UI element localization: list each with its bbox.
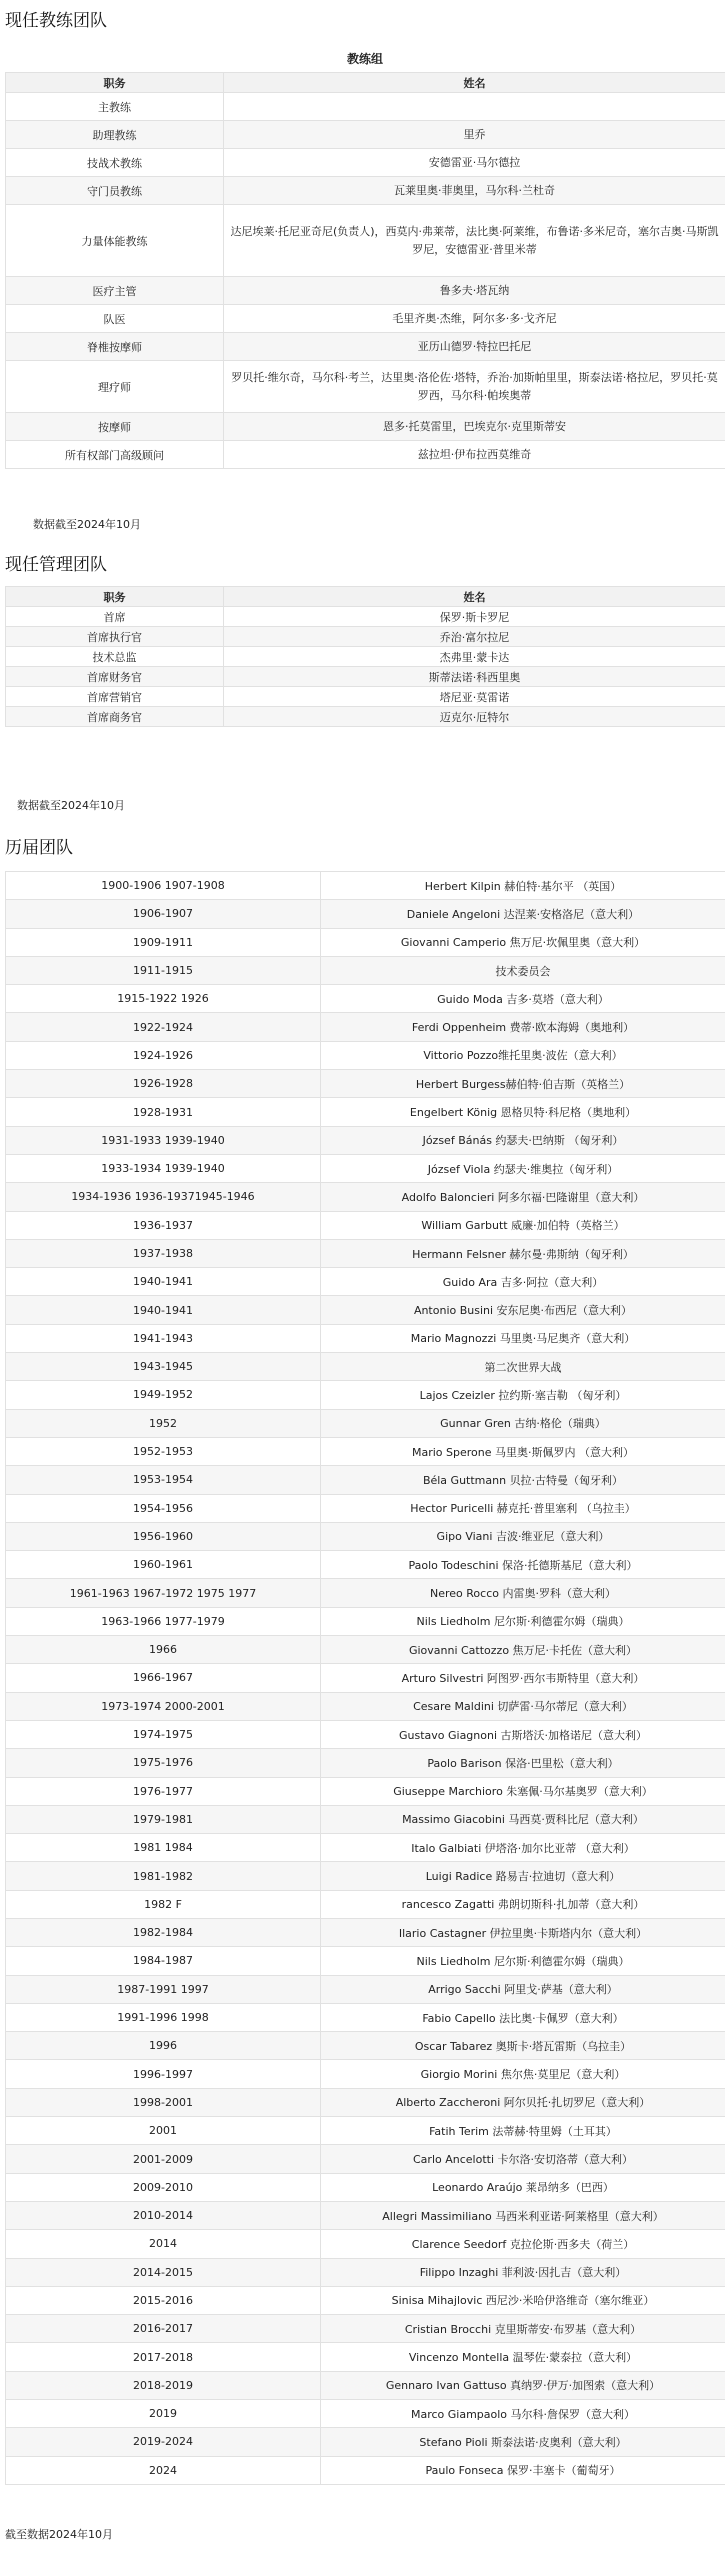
table-row bbox=[6, 2400, 725, 2428]
coach-cell: Arturo Silvestri 阿图罗·西尔韦斯特里（意大利） bbox=[321, 1664, 725, 1692]
table-row bbox=[6, 2371, 725, 2399]
coach-cell: Ferdi Oppenheim 费蒂·欧本海姆（奥地利） bbox=[321, 1013, 725, 1041]
coach-cell: Filippo Inzaghi 菲利波·因扎吉（意大利） bbox=[321, 2258, 725, 2286]
table-row bbox=[6, 1947, 725, 1975]
coach-cell: Luigi Radice 路易吉·拉迪切（意大利） bbox=[321, 1862, 725, 1890]
column-header-name: 姓名 bbox=[224, 73, 725, 93]
name-cell: 毛里齐奥·杰维，阿尔多·多·戈齐尼 bbox=[224, 305, 725, 333]
table-row bbox=[6, 1466, 725, 1494]
table-row bbox=[6, 928, 725, 956]
role-cell: 首席营销官 bbox=[6, 687, 224, 707]
coach-cell: Alberto Zaccheroni 阿尔贝托·扎切罗尼（意大利） bbox=[321, 2088, 725, 2116]
coach-cell: József Viola 约瑟夫·维奥拉（匈牙利） bbox=[321, 1154, 725, 1182]
years-cell: 1991-1996 1998 bbox=[6, 2003, 321, 2031]
table-row bbox=[6, 1494, 725, 1522]
role-cell: 脊椎按摩师 bbox=[6, 333, 224, 361]
table-row bbox=[6, 2230, 725, 2258]
table-row bbox=[6, 1551, 725, 1579]
table-row bbox=[6, 121, 725, 149]
table-row bbox=[6, 2428, 725, 2456]
years-cell: 1922-1924 bbox=[6, 1013, 321, 1041]
years-cell: 1924-1926 bbox=[6, 1041, 321, 1069]
years-cell: 1960-1961 bbox=[6, 1551, 321, 1579]
role-cell: 首席商务官 bbox=[6, 707, 224, 727]
table-row bbox=[6, 1353, 725, 1381]
years-cell: 1928-1931 bbox=[6, 1098, 321, 1126]
years-cell: 1966-1967 bbox=[6, 1664, 321, 1692]
name-cell: 罗贝托·维尔奇，马尔科·考兰，达里奥·洛伦佐·塔特，乔治·加斯帕里里，斯泰法诺·格拉尼，罗贝托·莫罗西，马尔科·帕埃奥蒂 bbox=[224, 361, 725, 413]
years-cell: 1984-1987 bbox=[6, 1947, 321, 1975]
table-row bbox=[6, 1918, 725, 1946]
years-cell: 2019-2024 bbox=[6, 2428, 321, 2456]
years-cell: 2001-2009 bbox=[6, 2145, 321, 2173]
years-cell: 2018-2019 bbox=[6, 2371, 321, 2399]
table-row bbox=[6, 2286, 725, 2314]
name-cell: 达尼埃莱·托尼亚奇尼(负责人)，西莫内·弗莱蒂，法比奥·阿莱维，布鲁诺·多米尼奇，塞尔吉奥·马斯凯罗尼，安德雷亚·普里米蒂 bbox=[224, 205, 725, 277]
years-cell: 1941-1943 bbox=[6, 1324, 321, 1352]
name-cell: 迈克尔·厄特尔 bbox=[224, 707, 725, 727]
table-row bbox=[6, 1720, 725, 1748]
role-cell: 主教练 bbox=[6, 93, 224, 121]
coach-cell: Giovanni Cattozzo 焦万尼·卡托佐（意大利） bbox=[321, 1636, 725, 1664]
coach-cell: Mario Magnozzi 马里奥·马尼奥齐（意大利） bbox=[321, 1324, 725, 1352]
role-cell: 首席 bbox=[6, 607, 224, 627]
years-cell: 2016-2017 bbox=[6, 2315, 321, 2343]
years-cell: 2019 bbox=[6, 2400, 321, 2428]
coach-cell: Ilario Castagner 伊拉里奥·卡斯塔内尔（意大利） bbox=[321, 1918, 725, 1946]
coach-cell: Nils Liedholm 尼尔斯·利德霍尔姆（瑞典） bbox=[321, 1947, 725, 1975]
table-row bbox=[6, 441, 725, 469]
role-cell: 助理教练 bbox=[6, 121, 224, 149]
table-row bbox=[6, 1749, 725, 1777]
table-row bbox=[6, 1098, 725, 1126]
coach-cell: Paolo Todeschini 保洛·托德斯基尼（意大利） bbox=[321, 1551, 725, 1579]
column-header-name: 姓名 bbox=[224, 587, 725, 607]
years-cell: 2014 bbox=[6, 2230, 321, 2258]
years-cell: 1926-1928 bbox=[6, 1070, 321, 1098]
name-cell: 亚历山德罗·特拉巴托尼 bbox=[224, 333, 725, 361]
table-row bbox=[6, 2456, 725, 2484]
table-row bbox=[6, 687, 725, 707]
coach-cell: Giovanni Camperio 焦万尼·坎佩里奥（意大利） bbox=[321, 928, 725, 956]
table-row bbox=[6, 1636, 725, 1664]
years-cell: 1915-1922 1926 bbox=[6, 985, 321, 1013]
role-cell: 理疗师 bbox=[6, 361, 224, 413]
years-cell: 1911-1915 bbox=[6, 956, 321, 984]
table-row bbox=[6, 2145, 725, 2173]
table-row bbox=[6, 1041, 725, 1069]
coach-cell: Mario Sperone 马里奥·斯佩罗内 （意大利） bbox=[321, 1437, 725, 1465]
name-cell: 杰弗里·蒙卡达 bbox=[224, 647, 725, 667]
table-row bbox=[6, 1579, 725, 1607]
coach-cell: Herbert Kilpin 赫伯特·基尔平 （英国） bbox=[321, 872, 725, 900]
table-row bbox=[6, 1409, 725, 1437]
role-cell: 所有权部门高级顾问 bbox=[6, 441, 224, 469]
table-row bbox=[6, 1834, 725, 1862]
years-cell: 1998-2001 bbox=[6, 2088, 321, 2116]
table-row bbox=[6, 1324, 725, 1352]
name-cell: 里乔 bbox=[224, 121, 725, 149]
role-cell: 医疗主管 bbox=[6, 277, 224, 305]
coach-cell: Clarence Seedorf 克拉伦斯·西多夫（荷兰） bbox=[321, 2230, 725, 2258]
coach-cell: Hermann Felsner 赫尔曼·弗斯纳（匈牙利） bbox=[321, 1239, 725, 1267]
coaching-data-note: 数据截至2024年10月 bbox=[33, 518, 141, 531]
table-row bbox=[6, 1777, 725, 1805]
coaching-staff-table bbox=[5, 72, 725, 469]
table-row bbox=[6, 627, 725, 647]
coach-cell: Gunnar Gren 古纳·格伦（瑞典） bbox=[321, 1409, 725, 1437]
table-row bbox=[6, 667, 725, 687]
years-cell: 2014-2015 bbox=[6, 2258, 321, 2286]
coach-cell: Cristian Brocchi 克里斯蒂安·布罗基（意大利） bbox=[321, 2315, 725, 2343]
years-cell: 2001 bbox=[6, 2117, 321, 2145]
years-cell: 1953-1954 bbox=[6, 1466, 321, 1494]
years-cell: 1996-1997 bbox=[6, 2060, 321, 2088]
years-cell: 2010-2014 bbox=[6, 2201, 321, 2229]
table-row bbox=[6, 1211, 725, 1239]
role-cell: 技术总监 bbox=[6, 647, 224, 667]
years-cell: 1909-1911 bbox=[6, 928, 321, 956]
years-cell: 1949-1952 bbox=[6, 1381, 321, 1409]
name-cell: 安德雷亚·马尔德拉 bbox=[224, 149, 725, 177]
table-row bbox=[6, 1664, 725, 1692]
column-header-role: 职务 bbox=[6, 73, 224, 93]
table-row bbox=[6, 1070, 725, 1098]
table-row bbox=[6, 149, 725, 177]
coach-cell: Vincenzo Montella 温琴佐·蒙泰拉（意大利） bbox=[321, 2343, 725, 2371]
coach-cell: Antonio Busini 安东尼奥·布西尼（意大利） bbox=[321, 1296, 725, 1324]
years-cell: 1934-1936 1936-19371945-1946 bbox=[6, 1183, 321, 1211]
years-cell: 1931-1933 1939-1940 bbox=[6, 1126, 321, 1154]
table-row bbox=[6, 1239, 725, 1267]
table-row bbox=[6, 872, 725, 900]
coach-cell: Marco Giampaolo 马尔科·詹保罗（意大利） bbox=[321, 2400, 725, 2428]
name-cell: 斯蒂法诺·科西里奥 bbox=[224, 667, 725, 687]
years-cell: 1974-1975 bbox=[6, 1720, 321, 1748]
name-cell: 塔尼亚·莫雷诺 bbox=[224, 687, 725, 707]
years-cell: 1933-1934 1939-1940 bbox=[6, 1154, 321, 1182]
years-cell: 2015-2016 bbox=[6, 2286, 321, 2314]
years-cell: 1906-1907 bbox=[6, 900, 321, 928]
coach-cell: Guido Ara 吉多·阿拉（意大利） bbox=[321, 1268, 725, 1296]
role-cell: 守门员教练 bbox=[6, 177, 224, 205]
years-cell: 1943-1945 bbox=[6, 1353, 321, 1381]
table-row bbox=[6, 413, 725, 441]
coach-cell: Béla Guttmann 贝拉·古特曼（匈牙利） bbox=[321, 1466, 725, 1494]
coach-cell: Fatih Terim 法蒂赫·特里姆（土耳其） bbox=[321, 2117, 725, 2145]
years-cell: 1936-1937 bbox=[6, 1211, 321, 1239]
years-cell: 1963-1966 1977-1979 bbox=[6, 1607, 321, 1635]
years-cell: 2024 bbox=[6, 2456, 321, 2484]
name-cell: 恩多·托莫雷里，巴埃克尔·克里斯蒂安 bbox=[224, 413, 725, 441]
table-row bbox=[6, 93, 725, 121]
table-row bbox=[6, 1296, 725, 1324]
coach-cell: Stefano Pioli 斯泰法诺·皮奥利（意大利） bbox=[321, 2428, 725, 2456]
table-row bbox=[6, 607, 725, 627]
management-section-title: 现任管理团队 bbox=[5, 555, 107, 575]
years-cell: 1952-1953 bbox=[6, 1437, 321, 1465]
coach-cell: Italo Galbiati 伊塔洛·加尔比亚蒂 （意大利） bbox=[321, 1834, 725, 1862]
table-row bbox=[6, 1805, 725, 1833]
coach-cell: Gipo Viani 吉波·维亚尼（意大利） bbox=[321, 1522, 725, 1550]
table-row bbox=[6, 647, 725, 667]
years-cell: 1979-1981 bbox=[6, 1805, 321, 1833]
table-row bbox=[6, 900, 725, 928]
role-cell: 队医 bbox=[6, 305, 224, 333]
table-row bbox=[6, 1692, 725, 1720]
years-cell: 2017-2018 bbox=[6, 2343, 321, 2371]
table-row bbox=[6, 707, 725, 727]
table-row bbox=[6, 2173, 725, 2201]
role-cell: 力量体能教练 bbox=[6, 205, 224, 277]
coach-cell: Paolo Barison 保洛·巴里松（意大利） bbox=[321, 1749, 725, 1777]
coach-cell: Oscar Tabarez 奥斯卡·塔瓦雷斯（乌拉圭） bbox=[321, 2032, 725, 2060]
table-row bbox=[6, 1890, 725, 1918]
years-cell: 1956-1960 bbox=[6, 1522, 321, 1550]
coach-cell: Guido Moda 吉多·莫塔（意大利） bbox=[321, 985, 725, 1013]
years-cell: 2009-2010 bbox=[6, 2173, 321, 2201]
years-cell: 1952 bbox=[6, 1409, 321, 1437]
years-cell: 1981 1984 bbox=[6, 1834, 321, 1862]
coach-cell: Engelbert König 恩格贝特·科尼格（奥地利） bbox=[321, 1098, 725, 1126]
coach-cell: Herbert Burgess赫伯特·伯吉斯（英格兰） bbox=[321, 1070, 725, 1098]
name-cell: 瓦莱里奥·菲奥里，马尔科·兰杜奇 bbox=[224, 177, 725, 205]
table-row bbox=[6, 2117, 725, 2145]
years-cell: 1954-1956 bbox=[6, 1494, 321, 1522]
name-cell: 兹拉坦·伊布拉西莫维奇 bbox=[224, 441, 725, 469]
management-data-note: 数据截至2024年10月 bbox=[17, 799, 125, 812]
table-row bbox=[6, 1975, 725, 2003]
coach-cell: Paulo Fonseca 保罗·丰塞卡（葡萄牙） bbox=[321, 2456, 725, 2484]
years-cell: 1973-1974 2000-2001 bbox=[6, 1692, 321, 1720]
history-data-note: 截至数据2024年10月 bbox=[5, 2528, 113, 2541]
coach-cell: Gustavo Giagnoni 古斯塔沃·加格诺尼（意大利） bbox=[321, 1720, 725, 1748]
table-row bbox=[6, 361, 725, 413]
coach-cell: Giorgio Morini 焦尔焦·莫里尼（意大利） bbox=[321, 2060, 725, 2088]
coach-cell: Nereo Rocco 内雷奥·罗科（意大利） bbox=[321, 1579, 725, 1607]
management-table bbox=[5, 586, 725, 727]
name-cell bbox=[224, 93, 725, 121]
name-cell: 保罗·斯卡罗尼 bbox=[224, 607, 725, 627]
role-cell: 按摩师 bbox=[6, 413, 224, 441]
years-cell: 1975-1976 bbox=[6, 1749, 321, 1777]
coach-cell: Giuseppe Marchioro 朱塞佩·马尔基奥罗（意大利） bbox=[321, 1777, 725, 1805]
years-cell: 1996 bbox=[6, 2032, 321, 2060]
table-row bbox=[6, 2315, 725, 2343]
coach-cell: Cesare Maldini 切萨雷·马尔蒂尼（意大利） bbox=[321, 1692, 725, 1720]
table-row bbox=[6, 1522, 725, 1550]
coach-cell: Carlo Ancelotti 卡尔洛·安切洛蒂（意大利） bbox=[321, 2145, 725, 2173]
years-cell: 1987-1991 1997 bbox=[6, 1975, 321, 2003]
coach-cell: Allegri Massimiliano 马西米利亚诺·阿莱格里（意大利） bbox=[321, 2201, 725, 2229]
coach-cell: 技术委员会 bbox=[321, 956, 725, 984]
table-row bbox=[6, 1013, 725, 1041]
table-row bbox=[6, 1268, 725, 1296]
column-header-role: 职务 bbox=[6, 587, 224, 607]
role-cell: 技战术教练 bbox=[6, 149, 224, 177]
history-section-title: 历届团队 bbox=[5, 838, 73, 858]
years-cell: 1937-1938 bbox=[6, 1239, 321, 1267]
coach-cell: Massimo Giacobini 马西莫·贾科比尼（意大利） bbox=[321, 1805, 725, 1833]
coach-cell: Arrigo Sacchi 阿里戈·萨基（意大利） bbox=[321, 1975, 725, 2003]
table-row bbox=[6, 2088, 725, 2116]
table-row bbox=[6, 2060, 725, 2088]
table-row bbox=[6, 2003, 725, 2031]
table-row bbox=[6, 1154, 725, 1182]
years-cell: 1981-1982 bbox=[6, 1862, 321, 1890]
years-cell: 1940-1941 bbox=[6, 1296, 321, 1324]
table-row bbox=[6, 1381, 725, 1409]
years-cell: 1900-1906 1907-1908 bbox=[6, 872, 321, 900]
table-row bbox=[6, 205, 725, 277]
coach-cell: Adolfo Baloncieri 阿多尔福·巴隆谢里（意大利） bbox=[321, 1183, 725, 1211]
history-coaches-table bbox=[5, 871, 725, 2485]
coach-cell: József Bánás 约瑟夫·巴纳斯 （匈牙利） bbox=[321, 1126, 725, 1154]
coaching-section-title: 现任教练团队 bbox=[5, 11, 107, 31]
name-cell: 乔治·富尔拉尼 bbox=[224, 627, 725, 647]
table-row bbox=[6, 1126, 725, 1154]
years-cell: 1982 F bbox=[6, 1890, 321, 1918]
table-row bbox=[6, 2343, 725, 2371]
table-row bbox=[6, 277, 725, 305]
table-row bbox=[6, 1862, 725, 1890]
table-row bbox=[6, 177, 725, 205]
table-row bbox=[6, 985, 725, 1013]
table-row bbox=[6, 2258, 725, 2286]
table-row bbox=[6, 2032, 725, 2060]
table-row bbox=[6, 1607, 725, 1635]
coach-cell: Fabio Capello 法比奥·卡佩罗（意大利） bbox=[321, 2003, 725, 2031]
coaching-table-caption: 教练组 bbox=[346, 52, 383, 66]
years-cell: 1976-1977 bbox=[6, 1777, 321, 1805]
coach-cell: rancesco Zagatti 弗朗切斯科·扎加蒂（意大利） bbox=[321, 1890, 725, 1918]
years-cell: 1940-1941 bbox=[6, 1268, 321, 1296]
table-row bbox=[6, 333, 725, 361]
coach-cell: Lajos Czeizler 拉约斯·塞吉勒 （匈牙利） bbox=[321, 1381, 725, 1409]
years-cell: 1982-1984 bbox=[6, 1918, 321, 1946]
coach-cell: Daniele Angeloni 达涅莱·安格洛尼（意大利） bbox=[321, 900, 725, 928]
role-cell: 首席财务官 bbox=[6, 667, 224, 687]
coach-cell: Gennaro Ivan Gattuso 真纳罗·伊万·加图索（意大利） bbox=[321, 2371, 725, 2399]
role-cell: 首席执行官 bbox=[6, 627, 224, 647]
coach-cell: Sinisa Mihajlovic 西尼沙·米哈伊洛维奇（塞尔维亚） bbox=[321, 2286, 725, 2314]
coach-cell: Leonardo Araújo 莱昂纳多（巴西） bbox=[321, 2173, 725, 2201]
name-cell: 鲁多夫·塔瓦纳 bbox=[224, 277, 725, 305]
years-cell: 1966 bbox=[6, 1636, 321, 1664]
coach-cell: Hector Puricelli 赫克托·普里塞利 （乌拉圭） bbox=[321, 1494, 725, 1522]
coach-cell: Vittorio Pozzo维托里奥·波佐（意大利） bbox=[321, 1041, 725, 1069]
table-row bbox=[6, 2201, 725, 2229]
table-row bbox=[6, 1437, 725, 1465]
coach-cell: William Garbutt 威廉·加伯特（英格兰） bbox=[321, 1211, 725, 1239]
table-row bbox=[6, 956, 725, 984]
table-row bbox=[6, 305, 725, 333]
coach-cell: Nils Liedholm 尼尔斯·利德霍尔姆（瑞典） bbox=[321, 1607, 725, 1635]
coach-cell: 第二次世界大战 bbox=[321, 1353, 725, 1381]
table-row bbox=[6, 1183, 725, 1211]
years-cell: 1961-1963 1967-1972 1975 1977 bbox=[6, 1579, 321, 1607]
